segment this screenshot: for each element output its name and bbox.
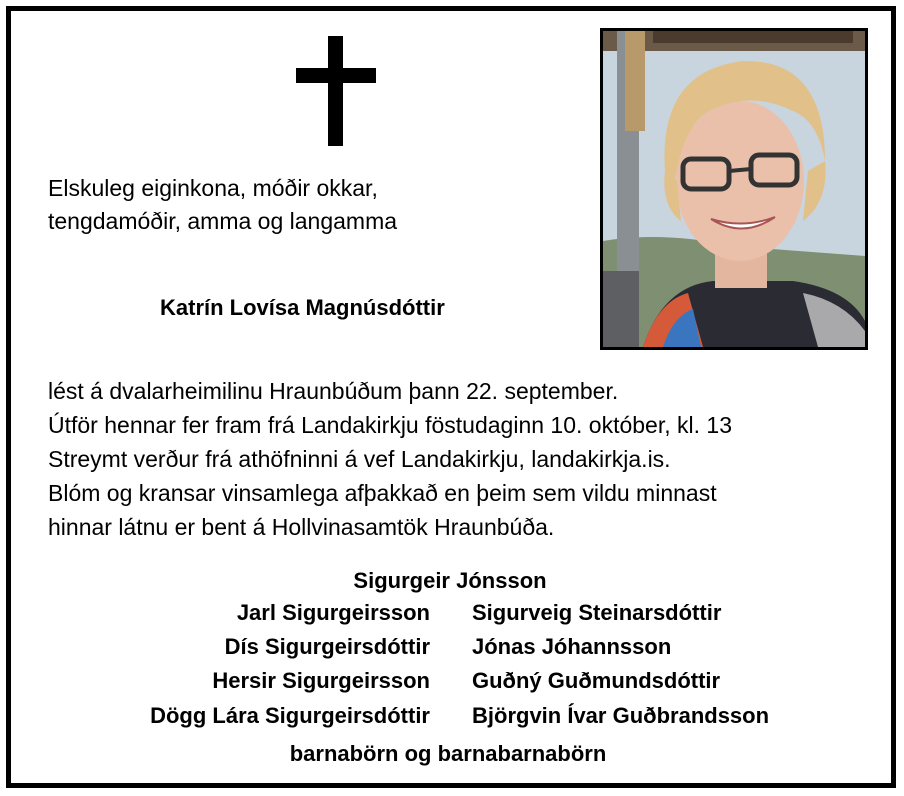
announcement-line: Streymt verður frá athöfninni á vef Landakirkju, landakirkja.is. bbox=[48, 446, 671, 472]
family-right: Björgvin Ívar Guðbrandsson bbox=[472, 703, 770, 728]
family-right: Jónas Jóhannsson bbox=[472, 634, 672, 659]
portrait-photo bbox=[600, 28, 868, 350]
family-right: Sigurveig Steinarsdóttir bbox=[472, 600, 722, 625]
family-row bbox=[0, 600, 904, 634]
family-row bbox=[0, 668, 904, 702]
family-left: Hersir Sigurgeirsson bbox=[212, 668, 430, 693]
announcement-line: hinnar látnu er bent á Hollvinasamtök Hraunbúða. bbox=[48, 514, 555, 540]
family-row bbox=[0, 634, 904, 668]
family-right: Guðný Guðmundsdóttir bbox=[472, 668, 721, 693]
intro-text bbox=[48, 172, 397, 238]
family-left: Dögg Lára Sigurgeirsdóttir bbox=[150, 703, 430, 728]
grandchildren-line: barnabörn og barnabarnabörn bbox=[289, 741, 607, 766]
family-head: Sigurgeir Jónsson bbox=[353, 568, 547, 593]
announcement-text bbox=[48, 374, 732, 544]
deceased-name: Katrín Lovísa Magnúsdóttir bbox=[160, 295, 445, 320]
family-row bbox=[0, 703, 904, 737]
intro-line: tengdamóðir, amma og langamma bbox=[48, 208, 398, 234]
announcement-line: Blóm og kransar vinsamlega afþakkað en þeim sem vildu minnast bbox=[48, 480, 717, 506]
family-left: Dís Sigurgeirsdóttir bbox=[224, 634, 430, 659]
announcement-line: Útför hennar fer fram frá Landakirkju föstudaginn 10. október, kl. 13 bbox=[48, 412, 732, 438]
cross-icon bbox=[296, 36, 376, 146]
intro-line: Elskuleg eiginkona, móðir okkar, bbox=[48, 175, 378, 201]
family-left: Jarl Sigurgeirsson bbox=[236, 600, 430, 625]
announcement-line: lést á dvalarheimilinu Hraunbúðum þann 22. september. bbox=[48, 378, 619, 404]
